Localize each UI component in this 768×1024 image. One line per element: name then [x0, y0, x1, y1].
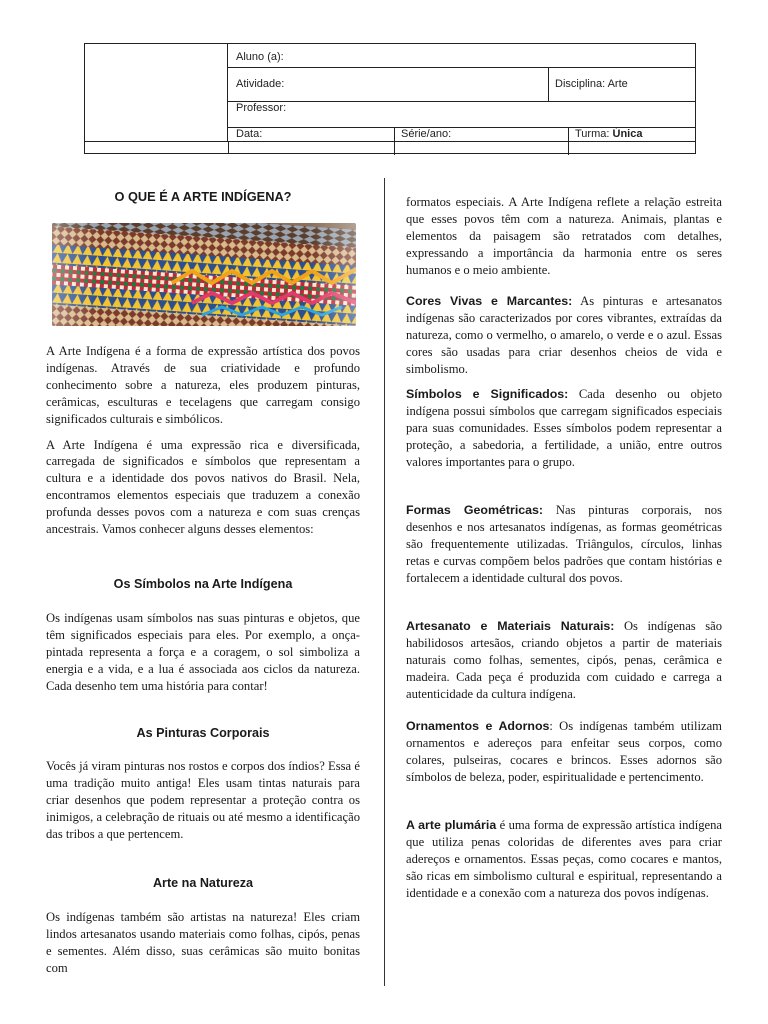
paragraph-simbolos-significados [406, 386, 722, 471]
paragraph-continuation: formatos especiais. A Arte Indígena reflete a relação estreita que esses povos têm com a natureza. Animais, plantas e elementos da paisagem são retratados com detalhes, expressando a importância da harmonia entre os seres humanos e o meio ambiente. [406, 195, 722, 277]
aluno-field[interactable]: Aluno (a): [236, 51, 284, 63]
text-cores: As pinturas e artesanatos indígenas são caracterizados por cores vibrantes, extraídas da natureza, como o vermelho, o amarelo, o verde e o azul. Essas cores são usadas para criar desenhos cheios de vida e simbolismo. [406, 294, 722, 376]
turma-field [575, 128, 642, 140]
heading-simbolos: Os Símbolos na Arte Indígena [113, 577, 293, 591]
term-artesanato: Artesanato e Materiais Naturais: [406, 619, 615, 633]
page-title: O QUE É A ARTE INDÍGENA? [114, 189, 292, 204]
text-artesanato: Os indígenas são habilidosos artesãos, criando objetos a partir de materiais naturais como folhas, sementes, cipós, penas, cerâmica e madeira. Cada peça é produzida com cuidado e carrega a autenticidade da cultura indígena. [406, 619, 722, 701]
intro-paragraph-1: A Arte Indígena é a forma de expressão artística dos povos indígenas. Através de sua criatividade e profundo conhecimento sobre a natureza, eles produzem pinturas, cerâmicas, esculturas e tecelagens que carregam consigo significados culturais e simbólicos. [46, 344, 360, 426]
term-plumaria: A arte plumária [406, 818, 497, 832]
heading-pinturas: As Pinturas Corporais [136, 726, 270, 740]
turma-value: Única [612, 128, 643, 140]
paragraph-formas [406, 502, 722, 587]
paragraph-ornamentos [406, 718, 722, 786]
paragraph-pinturas: Vocês já viram pinturas nos rostos e corpos dos índios? Essa é uma tradição muito antiga! Eles usam tintas naturais para criar desenhos que podem representar a proteção contra os inimigos, a celebração de rituais ou até mesmo a identificação das tribos a que pertencem. [46, 759, 360, 841]
atividade-field[interactable]: Atividade: [236, 78, 285, 90]
heading-natureza: Arte na Natureza [152, 876, 254, 890]
text-ornamentos: : Os indígenas também utilizam ornamentos e adereços para enfeitar seus corpos, como colares, pulseiras, cocares e brincos. Esses adornos são símbolos de beleza, poder, espiritualidade e pertencimento. [406, 719, 722, 784]
term-cores: Cores Vivas e Marcantes: [406, 294, 573, 308]
text-formas: Nas pinturas corporais, nos desenhos e nos artesanatos indígenas, as formas geométricas são frequentemente utilizadas. Triângulos, círculos, linhas retas e curvas compõem belos padrões que contam histórias e fortalecem a identidade cultural dos povos. [406, 503, 722, 585]
term-ornamentos: Ornamentos e Adornos [406, 719, 550, 733]
paragraph-simbolos: Os indígenas usam símbolos nas suas pinturas e objetos, que têm significados especiais para eles. Por exemplo, a onça-pintada representa a força e a coragem, o sol simboliza a energia e a vida, e a lua é associada aos ciclos da natureza. Cada desenho tem uma história para contar! [46, 611, 360, 693]
column-divider [384, 178, 385, 986]
term-simbolos: Símbolos e Significados: [406, 387, 569, 401]
serie-field[interactable]: Série/ano: [401, 128, 452, 140]
header-table [84, 43, 696, 154]
paragraph-natureza: Os indígenas também são artistas na natureza! Eles criam lindos artesanatos usando materiais como folhas, cipós, penas e sementes. Além disso, suas cerâmicas são muito bonitas com [46, 910, 360, 975]
bracelets-photo [52, 223, 356, 326]
data-field[interactable]: Data: [236, 128, 263, 140]
paragraph-plumaria [406, 817, 722, 902]
text-simbolos: Cada desenho ou objeto indígena possui símbolos que carregam significados especiais para suas comunidades. Esses símbolos podem representar a proteção, a sabedoria, a fertilidade, a união, entre outros valores importantes para o grupo. [406, 387, 722, 469]
intro-paragraph-2: A Arte Indígena é uma expressão rica e diversificada, carregada de significados e símbolos que representam a cultura e a identidade dos povos nativos do Brasil. Nela, encontramos elementos especiais que traduzem a conexão profunda desses povos com a natureza e com suas crenças ancestrais. Vamos conhecer alguns desses elementos: [46, 437, 360, 537]
text-plumaria: é uma forma de expressão artística indígena que utiliza penas coloridas de diferentes aves para criar adereços e ornamentos. Essas peças, como cocares e mantos, são ricas em simbolismo cultural e espiritual, representando a identidade e a conexão com a natureza dos povos indígenas. [406, 818, 722, 900]
paragraph-artesanato [406, 618, 722, 703]
logo-cell [85, 44, 228, 141]
disciplina-label: Disciplina: Arte [555, 78, 628, 90]
term-formas: Formas Geométricas: [406, 503, 544, 517]
turma-label: Turma: [575, 128, 610, 140]
professor-field[interactable]: Professor: [236, 102, 287, 114]
paragraph-cores [406, 293, 722, 378]
